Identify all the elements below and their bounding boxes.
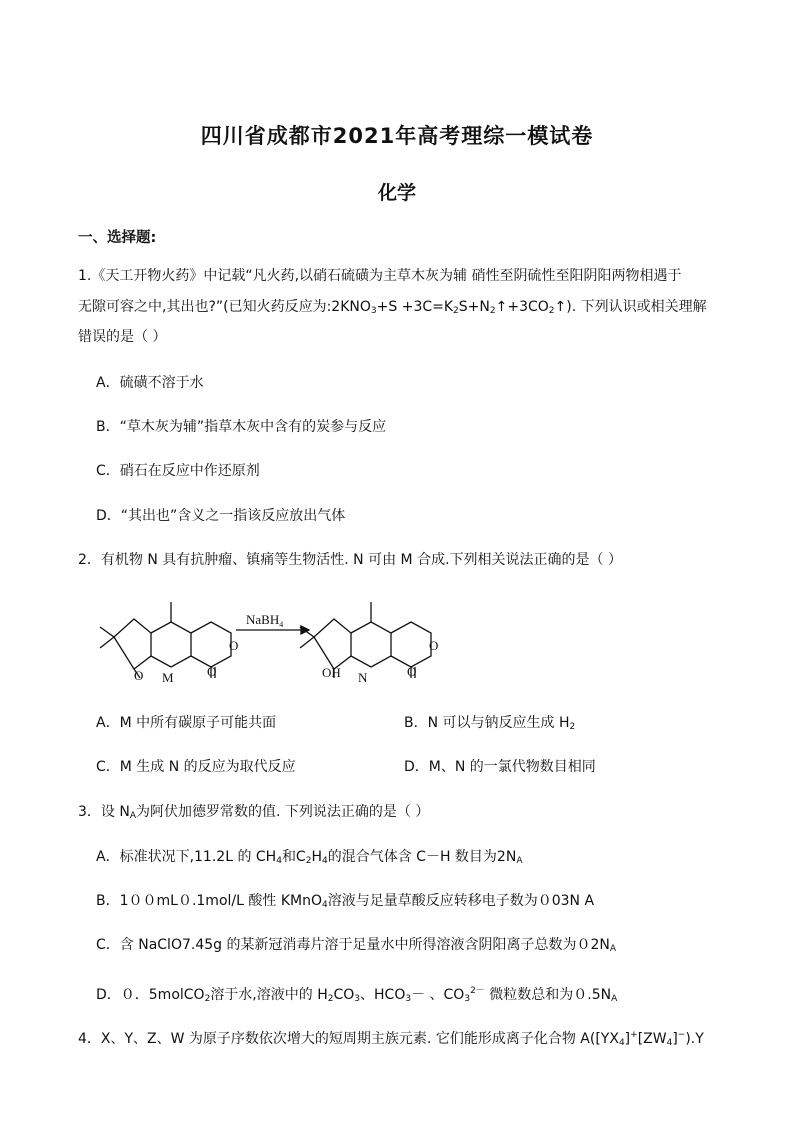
ring-o-label-n: O: [429, 638, 439, 653]
q1-line-3: 错误的是（ ）: [78, 329, 167, 345]
ring-o-label-m: O: [229, 638, 239, 653]
q3-option-a: A．标准状况下,11.2L 的 $CH_4$和$C_2H_4$的混合气体含 C－H 数目为$2N_A$: [96, 849, 523, 866]
molecule-m-skeleton: [114, 619, 151, 669]
q1-line-1: 1.《天工开物火药》中记载“凡火药,以硝石硫磺为主草木灰为辅 硝性至阴硫性至阳阴阳两物相遇于: [78, 268, 682, 284]
page-title: 四川省成都市2021年高考理综一模试卷: [200, 124, 594, 148]
q1-option-a: A．硫磺不溶于水: [96, 375, 204, 391]
q2-stem: 2．有机物 N 具有抗肿瘤、镇痛等生物活性. N 可由 M 合成.下列相关说法正确的是（ ）: [78, 552, 622, 568]
hydroxyl-label: OH: [322, 665, 341, 680]
q2-option-a: A．M 中所有碳原子可能共面: [96, 715, 277, 731]
q3-option-b: B．1００mL０.1mol/L 酸性 KMnO$_4$溶液与足量草酸反应转移电子数为０03N A: [96, 893, 595, 910]
q2-option-d: D．M、N 的一氯代物数目相同: [404, 759, 596, 775]
subject-title: 化学: [377, 182, 416, 204]
ketone-o-label: O: [134, 668, 144, 683]
q3-stem: 3．设 $N_A$为阿伏加德罗常数的值. 下列说法正确的是（ ）: [78, 804, 430, 821]
q3-option-d: D．０．5molCO$_2$溶于水,溶液中的 $H_2CO_3$、$HCO_3-$ 、$CO_3^{2-}$ 微粒数总和为$0.5N_A$: [96, 986, 618, 1004]
q4-stem: 4．X、Y、Z、W 为原子序数依次增大的短周期主族元素. 它们能形成离子化合物 $A([YX_4]^+[ZW_4]^-).Y$: [78, 1030, 704, 1048]
molecule-n-skeleton: [314, 619, 351, 669]
reaction-scheme: [96, 590, 446, 690]
q2-option-c: C．M 生成 N 的反应为取代反应: [96, 759, 296, 775]
ester-o-label-m: O: [207, 664, 217, 679]
label-m: M: [162, 670, 174, 685]
q2-option-b: B．N 可以与钠反应生成 $H_2$: [404, 715, 576, 732]
section-heading: 一、选择题:: [78, 230, 157, 246]
q1-option-d: D．“其出也”含义之一指该反应放出气体: [96, 508, 346, 524]
reagent-label: NaBH$_4$: [246, 612, 284, 629]
q1-option-b: B．“草木灰为辅”指草木灰中含有的炭参与反应: [96, 419, 387, 435]
q1-line-2: 无隙可容之中,其出也?”(已知火药反应为$:2KNO_3+S$ $+3C=K_2S+N_2↑+3CO_2↑$). 下列认识或相关理解: [78, 299, 707, 316]
q3-option-c: C．含 NaClO7.45g 的某新冠消毒片溶于足量水中所得溶液含阴阳离子总数为$02N_A$: [96, 937, 617, 954]
label-n: N: [358, 670, 368, 685]
q1-option-c: C．硝石在反应中作还原剂: [96, 463, 260, 479]
ester-o-label-n: O: [407, 664, 417, 679]
